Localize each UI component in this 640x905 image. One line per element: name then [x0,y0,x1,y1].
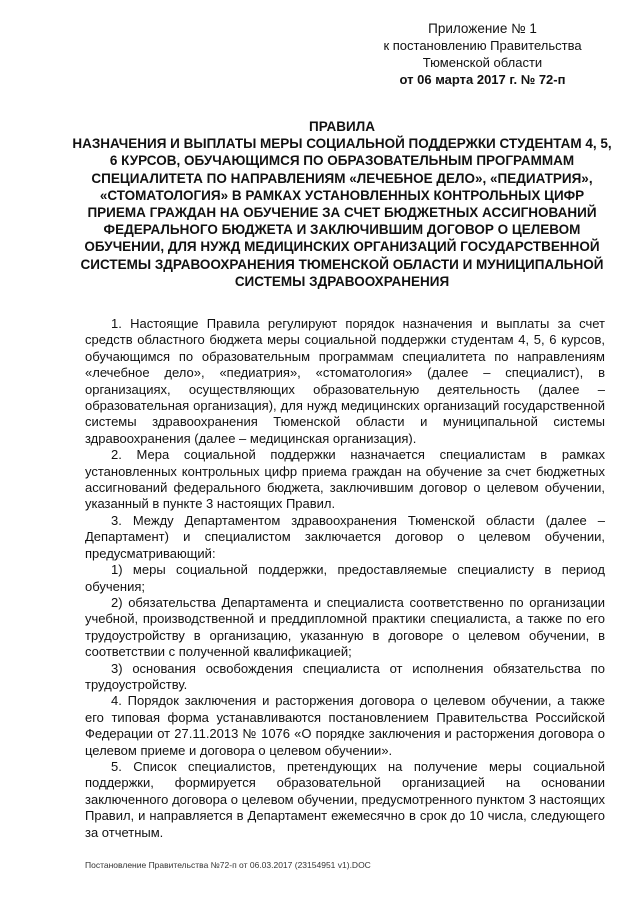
paragraph: 3. Между Департаментом здравоохранения Тюменской области (далее – Департамент) и специалистом заключается договор о целевом обучении, предусматривающий: [85,512,605,561]
file-footer: Постановление Правительства №72-п от 06.03.2017 (23154951 v1).DOC [85,860,371,870]
paragraph: 2. Мера социальной поддержки назначается специалистам в рамках установленных контрольных цифр приема граждан на обучение за счет бюджетных ассигнований федерального бюджета, заключившим договор о целевом обучении, указанный в пункте 3 настоящих Правил. [85,447,605,512]
title-heading: ПРАВИЛА [309,119,375,134]
paragraph: 5. Список специалистов, претендующих на получение меры социальной поддержки, формируется образовательной организацией на основании заключенного договора о целевом обучении, предусмотренного пунктом 3 настоящих Правил, и направляется в Департамент ежемесячно в срок до 10 числа, следующего за отчетным. [85,758,605,840]
paragraph: 1. Настоящие Правила регулируют порядок назначения и выплаты за счет средств областного бюджета меры социальной поддержки студентам 4, 5, 6 курсов, обучающимся по образовательным программам специалитета по направлениям «лечебное дело», «педиатрия», «стоматология» (далее – специалист), в организациях, осуществляющих образовательную деятельность (далее – образовательная организация), для нужд медицинских организаций государственной системы здравоохранения Тюменской области и муниципальной системы здравоохранения (далее – медицинская организация). [85,316,605,446]
appendix-header [360,20,605,88]
appendix-resolution: к постановлению Правительства [383,38,582,53]
appendix-number: Приложение № 1 [428,21,537,36]
paragraph: 2) обязательства Департамента и специалиста соответственно по организации учебной, производственной и преддипломной практики специалиста, а также по его трудоустройству в организацию, указанную в договоре о целевом обучении, в соответствии с полученной квалификацией; [85,594,605,660]
appendix-date: от 06 марта 2017 г. № 72-п [399,72,566,87]
appendix-region: Тюменской области [422,55,543,70]
paragraph: 1) меры социальной поддержки, предоставляемые специалисту в период обучения; [85,562,605,594]
paragraph: 3) основания освобождения специалиста от исполнения обязательства по трудоустройству. [85,660,605,692]
document-title [72,118,612,290]
title-text: НАЗНАЧЕНИЯ И ВЫПЛАТЫ МЕРЫ СОЦИАЛЬНОЙ ПОДДЕРЖКИ СТУДЕНТАМ 4, 5, 6 КУРСОВ, ОБУЧАЮЩИМСЯ ПО ОБРАЗОВАТЕЛЬНЫМ ПРОГРАММАМ СПЕЦИАЛИТЕТА ПО НАПРАВЛЕНИЯМ «ЛЕЧЕБНОЕ ДЕЛО», «ПЕДИАТРИЯ», «СТОМАТОЛОГИЯ» В РАМКАХ УСТАНОВЛЕННЫХ КОНТРОЛЬНЫХ ЦИФР ПРИЕМА ГРАЖДАН НА ОБУЧЕНИЕ ЗА СЧЕТ БЮДЖЕТНЫХ АССИГНОВАНИЙ ФЕДЕРАЛЬНОГО БЮДЖЕТА И ЗАКЛЮЧИВШИМ ДОГОВОР О ЦЕЛЕВОМ ОБУЧЕНИИ, ДЛЯ НУЖД МЕДИЦИНСКИХ ОРГАНИЗАЦИЙ ГОСУДАРСТВЕННОЙ СИСТЕМЫ ЗДРАВООХРАНЕНИЯ ТЮМЕНСКОЙ ОБЛАСТИ И МУНИЦИПАЛЬНОЙ СИСТЕМЫ ЗДРАВООХРАНЕНИЯ [72,136,612,289]
paragraph: 4. Порядок заключения и расторжения договора о целевом обучении, а также его типовая форма устанавливаются постановлением Правительства Российской Федерации от 27.11.2013 № 1076 «О порядке заключения и расторжения договора о целевом приеме и договора о целевом обучении». [85,693,605,758]
document-body [85,316,605,841]
